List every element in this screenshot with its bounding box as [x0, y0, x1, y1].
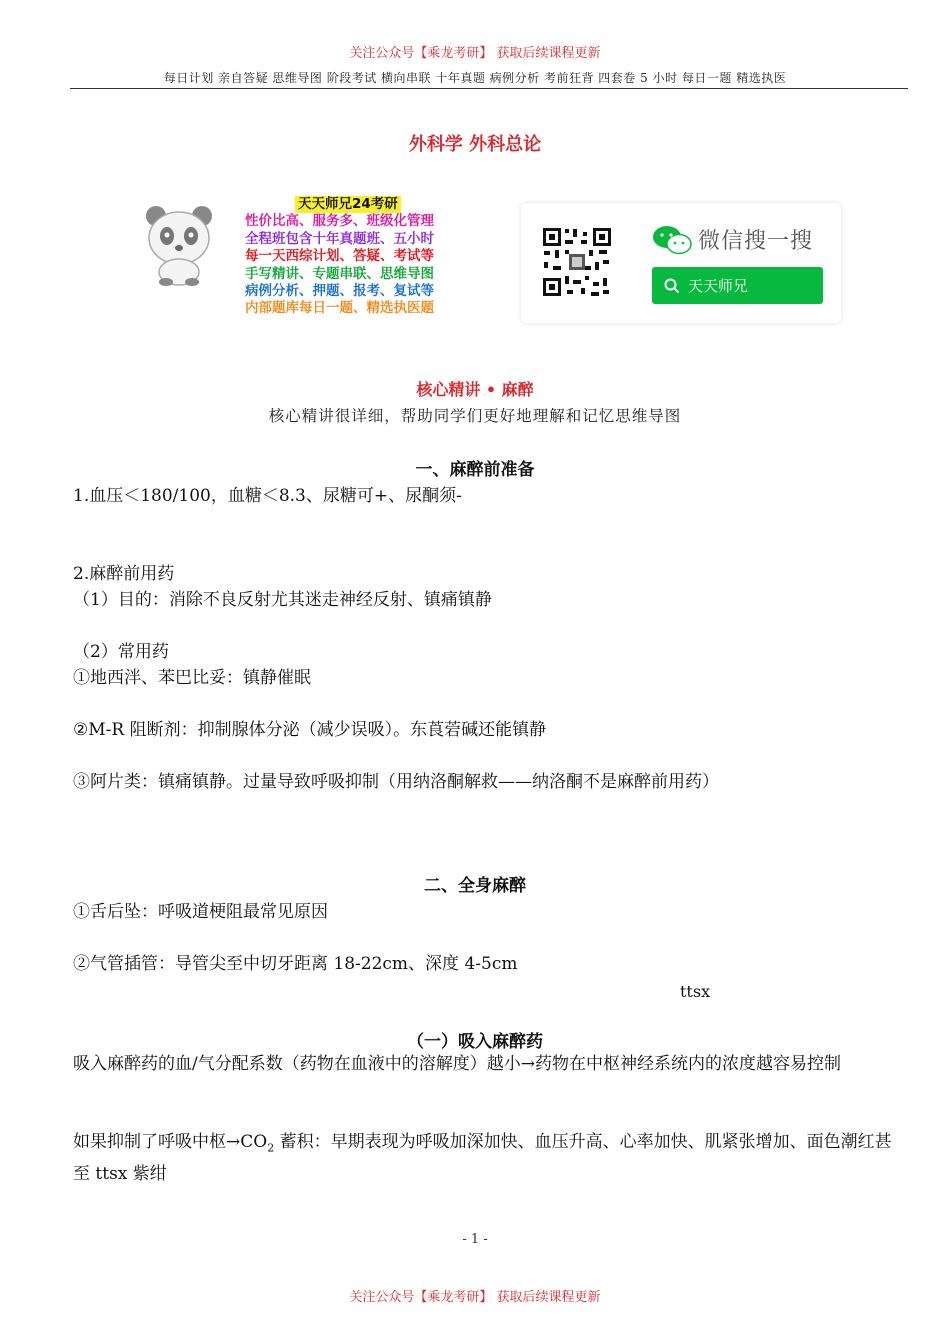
services-line: 每日计划 亲自答疑 思维导图 阶段考试 横向串联 十年真题 病例分析 考前狂背 四套卷 5 小时 每日一题 精选执医 — [163, 71, 787, 85]
promo-heading: 天天师兄24考研 — [295, 196, 401, 213]
promo-line: 性价比高、服务多、班级化管理 — [245, 213, 434, 230]
paragraph: ②M-R 阻断剂：抑制腺体分泌（减少误吸）。东莨菪碱还能镇静 — [73, 720, 547, 740]
promo-line: 病例分析、押题、报考、复试等 — [245, 283, 434, 300]
page-number: - 1 - — [462, 1232, 488, 1247]
paragraph: ①舌后坠：呼吸道梗阻最常见原因 — [73, 902, 328, 922]
promo-line: 内部题库每日一题、精选执医题 — [245, 300, 434, 317]
heading-anesthesia-prep: 一、麻醉前准备 — [415, 460, 535, 480]
watermark-text: ttsx — [680, 982, 711, 1001]
search-icon — [664, 278, 680, 294]
top-notice: 关注公众号【乘龙考研】 获取后续课程更新 — [349, 46, 601, 61]
paragraph-part: 蓄积：早期表现为呼吸加深加快、血压升高、心率加快、肌紧张增加、面色潮红甚至 ttsx 紫绀 — [73, 1132, 892, 1185]
qr-code-icon — [541, 226, 613, 298]
bottom-notice: 关注公众号【乘龙考研】 获取后续课程更新 — [349, 1290, 601, 1305]
wechat-search-label: 微信搜一搜 — [698, 229, 814, 254]
paragraph: ①地西泮、苯巴比妥：镇静催眠 — [73, 668, 311, 688]
heading-general-anesthesia: 二、全身麻醉 — [424, 876, 526, 896]
paragraph — [73, 1129, 908, 1187]
subscript: 2 — [267, 1141, 275, 1155]
paragraph: ③阿片类：镇痛镇静。过量导致呼吸抑制（用纳洛酮解救——纳洛酮不是麻醉前用药） — [73, 772, 719, 792]
paragraph-part: 如果抑制了呼吸中枢→CO — [73, 1132, 268, 1152]
paragraph: 1.血压＜180/100，血糖＜8.3、尿糖可+、尿酮须- — [73, 486, 462, 506]
panda-mascot-icon — [138, 202, 220, 286]
wechat-search-button[interactable] — [652, 267, 823, 304]
paragraph: （2）常用药 — [73, 642, 169, 662]
wechat-logo-icon — [652, 225, 692, 255]
promo-line: 每一天西综计划、答疑、考试等 — [245, 248, 434, 265]
section-subtitle: 核心精讲很详细，帮助同学们更好地理解和记忆思维导图 — [268, 407, 682, 425]
paragraph: 2.麻醉前用药 — [73, 564, 175, 584]
promo-line: 手写精讲、专题串联、思维导图 — [245, 265, 434, 282]
header-divider — [70, 88, 908, 89]
search-button-label: 天天师兄 — [688, 277, 749, 295]
heading-inhaled-anesthetics: （一）吸入麻醉药 — [407, 1032, 543, 1052]
promo-text-block — [245, 196, 475, 318]
section-title: 核心精讲 • 麻醉 — [416, 380, 534, 399]
paragraph: ②气管插管：导管尖至中切牙距离 18-22cm、深度 4-5cm — [73, 954, 518, 974]
paragraph: （1）目的：消除不良反射尤其迷走神经反射、镇痛镇静 — [73, 590, 492, 610]
document-title: 外科学 外科总论 — [408, 134, 542, 155]
promo-line: 全程班包含十年真题班、五小时 — [245, 230, 434, 247]
paragraph: 吸入麻醉药的血/气分配系数（药物在血液中的溶解度）越小→药物在中枢神经系统内的浓度越容易控制 — [73, 1054, 841, 1074]
